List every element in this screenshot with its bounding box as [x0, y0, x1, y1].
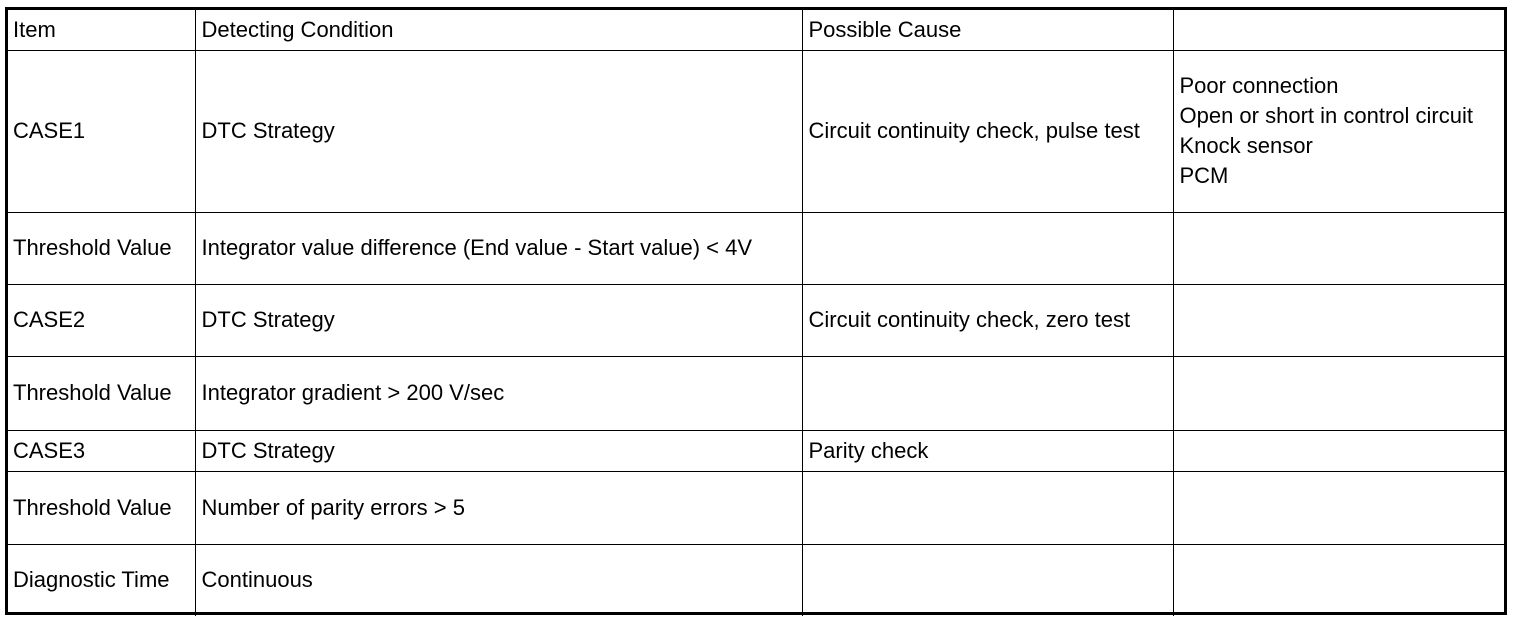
cell-item: Diagnostic Time: [8, 544, 195, 616]
cell-empty: [1173, 284, 1504, 356]
cell-empty: [1173, 544, 1504, 616]
table-row: [8, 212, 1504, 284]
table-row: [8, 430, 1504, 471]
table-row: [8, 284, 1504, 356]
table-row: [8, 471, 1504, 544]
cell-item: Threshold Value: [8, 212, 195, 284]
cell-item: CASE3: [8, 430, 195, 471]
cell-empty: [1173, 471, 1504, 544]
cell-empty: [1173, 430, 1504, 471]
cell-cause: Parity check: [802, 430, 1173, 471]
cell-item: Threshold Value: [8, 471, 195, 544]
cell-condition: DTC Strategy: [195, 430, 802, 471]
cell-cause: [802, 471, 1173, 544]
dtc-table-frame: [5, 7, 1507, 615]
header-item: Item: [8, 10, 195, 50]
cell-cause: [802, 212, 1173, 284]
cell-cause: [802, 356, 1173, 430]
header-possible-cause: Possible Cause: [802, 10, 1173, 50]
possible-causes-list: [1173, 50, 1504, 212]
header-row: [8, 10, 1504, 50]
cell-condition: Integrator gradient > 200 V/sec: [195, 356, 802, 430]
cell-item: CASE2: [8, 284, 195, 356]
cell-condition: DTC Strategy: [195, 50, 802, 212]
list-item: Knock sensor: [1179, 133, 1313, 158]
cell-cause: Circuit continuity check, pulse test: [802, 50, 1173, 212]
cell-condition: DTC Strategy: [195, 284, 802, 356]
list-item: PCM: [1179, 163, 1229, 188]
dtc-table: [8, 10, 1504, 616]
cell-empty: [1173, 356, 1504, 430]
list-item: Poor connection: [1179, 73, 1339, 98]
header-extra: [1173, 10, 1504, 50]
cell-condition: Continuous: [195, 544, 802, 616]
cell-condition: Number of parity errors > 5: [195, 471, 802, 544]
table-row: [8, 544, 1504, 616]
cell-cause: Circuit continuity check, zero test: [802, 284, 1173, 356]
header-detecting-condition: Detecting Condition: [195, 10, 802, 50]
cell-condition: Integrator value difference (End value - Start value) < 4V: [195, 212, 802, 284]
list-item: Open or short in control circuit: [1179, 103, 1473, 128]
cell-item: Threshold Value: [8, 356, 195, 430]
cell-empty: [1173, 212, 1504, 284]
table-row: [8, 50, 1504, 212]
cell-item: CASE1: [8, 50, 195, 212]
table-row: [8, 356, 1504, 430]
cell-cause: [802, 544, 1173, 616]
